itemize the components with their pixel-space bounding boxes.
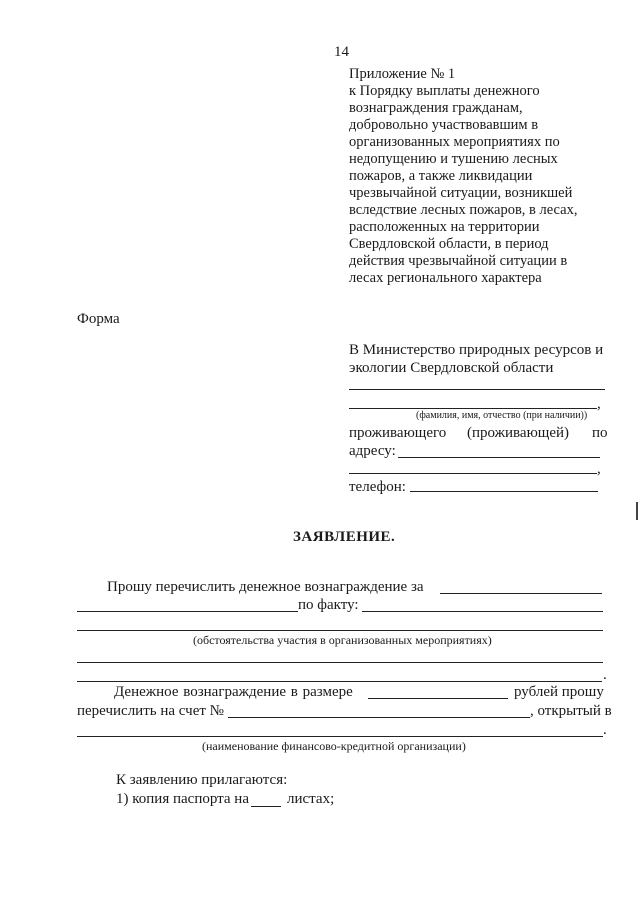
name-hint: (фамилия, имя, отчество (при наличии)) bbox=[416, 410, 588, 421]
bank-dot: . bbox=[603, 722, 607, 738]
amount-line[interactable] bbox=[368, 698, 508, 699]
fact-line[interactable] bbox=[362, 611, 603, 612]
appendix-block bbox=[349, 66, 577, 287]
appendix-line: пожаров, а также ликвидации bbox=[349, 168, 533, 184]
circumstances-hint: (обстоятельства участия в организованных мероприятиях) bbox=[193, 633, 492, 647]
period-line-2[interactable] bbox=[77, 611, 298, 612]
attachment-item-1: 1) копия паспорта на bbox=[116, 791, 249, 807]
fact-label: по факту: bbox=[298, 597, 359, 613]
appendix-line: к Порядку выплаты денежного bbox=[349, 83, 540, 99]
attachments-title: К заявлению прилагаются: bbox=[116, 772, 288, 788]
phone-line[interactable] bbox=[410, 491, 598, 492]
address-line-2[interactable] bbox=[349, 473, 597, 474]
comma: , bbox=[597, 396, 601, 412]
applicant-name-line-2[interactable] bbox=[349, 408, 597, 409]
edge-mark bbox=[636, 502, 638, 520]
appendix-line: лесах регионального характера bbox=[349, 270, 542, 286]
account-label: перечислить на счет № bbox=[77, 703, 224, 719]
applicant-name-line[interactable] bbox=[349, 389, 605, 390]
circumstances-line-2[interactable] bbox=[77, 662, 603, 663]
address-label: адресу: bbox=[349, 443, 396, 459]
form-label: Форма bbox=[77, 311, 120, 327]
appendix-line: Свердловской области, в период bbox=[349, 236, 549, 252]
living-word-1: проживающего bbox=[349, 425, 447, 441]
comma-2: , bbox=[597, 461, 601, 477]
phone-label: телефон: bbox=[349, 479, 406, 495]
living-word-3: по bbox=[592, 425, 608, 441]
appendix-line: вследствие лесных пожаров, в лесах, bbox=[349, 202, 578, 218]
address-line-1[interactable] bbox=[398, 457, 600, 458]
addressee-line-1: В Министерство природных ресурсов и bbox=[349, 342, 604, 358]
circumstances-line[interactable] bbox=[77, 630, 603, 631]
bank-hint: (наименование финансово-кредитной организации) bbox=[202, 739, 466, 753]
opened-text: , открытый в bbox=[530, 703, 612, 719]
period-line[interactable] bbox=[440, 593, 602, 594]
appendix-line: чрезвычайной ситуации, возникшей bbox=[349, 185, 573, 201]
circumstances-line-3[interactable] bbox=[77, 681, 602, 682]
appendix-line: расположенных на территории bbox=[349, 219, 540, 235]
appendix-line: недопущению и тушению лесных bbox=[349, 151, 558, 167]
page-number: 14 bbox=[334, 44, 349, 60]
bank-line[interactable] bbox=[77, 736, 603, 737]
addressee-line-2: экологии Свердловской области bbox=[349, 360, 554, 376]
attachment-item-1-end: листах; bbox=[287, 791, 335, 807]
pages-count-line[interactable] bbox=[251, 806, 281, 807]
appendix-line: действия чрезвычайной ситуации в bbox=[349, 253, 568, 269]
rubles-text: рублей прошу bbox=[514, 684, 604, 700]
appendix-line: добровольно участвовавшим в bbox=[349, 117, 539, 133]
appendix-line: организованных мероприятиях по bbox=[349, 134, 560, 150]
account-line[interactable] bbox=[228, 717, 530, 718]
reward-text: Денежное вознаграждение в размере bbox=[114, 684, 353, 700]
appendix-line: вознаграждения гражданам, bbox=[349, 100, 523, 116]
request-text: Прошу перечислить денежное вознаграждение за bbox=[107, 579, 424, 595]
period-dot: . bbox=[603, 667, 607, 683]
document-title: ЗАЯВЛЕНИЕ. bbox=[293, 529, 396, 545]
appendix-title: Приложение № 1 bbox=[349, 66, 456, 82]
living-word-2: (проживающей) bbox=[467, 425, 570, 441]
